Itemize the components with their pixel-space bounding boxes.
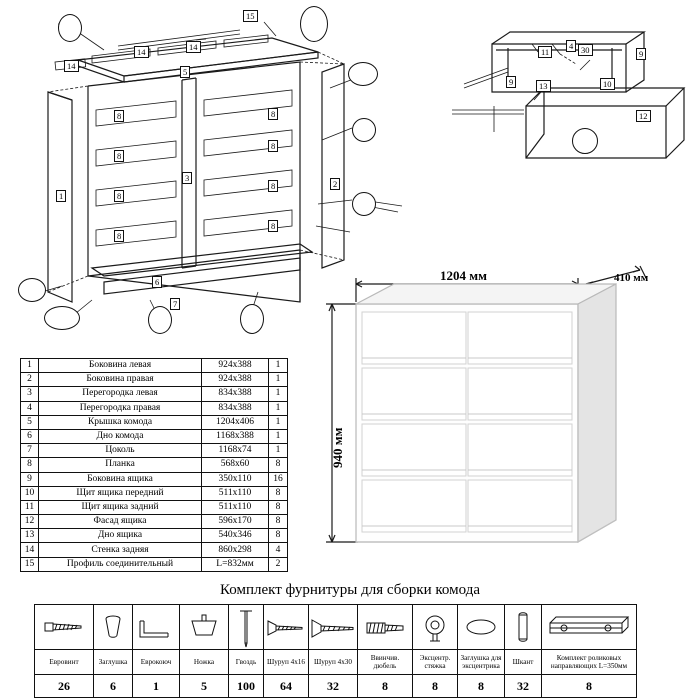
parts-table <box>20 358 288 572</box>
part-size: 924х388 <box>202 359 269 373</box>
dimension-width-label: 1204 мм <box>440 268 487 283</box>
part-name: Дно ящика <box>39 529 202 543</box>
table-row <box>21 543 288 557</box>
dowel-screw-icon <box>358 605 413 650</box>
hardware-name: Шуруп 4х30 <box>309 650 358 675</box>
hardware-count: 5 <box>180 675 229 698</box>
part-qty: 16 <box>269 472 288 486</box>
tag-1: 1 <box>56 190 66 202</box>
part-number: 10 <box>21 486 39 500</box>
part-number: 15 <box>21 557 39 571</box>
hardware-name: Шуруп 4х16 <box>264 650 309 675</box>
part-name: Боковина левая <box>39 359 202 373</box>
part-number: 8 <box>21 458 39 472</box>
hardware-name: Эксцентр. стяжка <box>413 650 458 675</box>
table-row <box>21 415 288 429</box>
dimension-height-label: 940 мм <box>330 427 345 468</box>
part-number: 7 <box>21 444 39 458</box>
drawer-tag-12: 12 <box>636 110 651 122</box>
tag-8-l3: 8 <box>114 190 124 202</box>
part-qty: 8 <box>269 529 288 543</box>
part-number: 6 <box>21 429 39 443</box>
callout-bubble-bottom-right <box>240 304 264 334</box>
hardware-count: 8 <box>413 675 458 698</box>
part-name: Перегородка левая <box>39 387 202 401</box>
drawer-slide-icon <box>542 605 637 650</box>
part-size: 350х110 <box>202 472 269 486</box>
tag-8-r2: 8 <box>268 140 278 152</box>
tag-8-l4: 8 <box>114 230 124 242</box>
part-qty: 4 <box>269 543 288 557</box>
table-row <box>21 387 288 401</box>
part-name: Перегородка правая <box>39 401 202 415</box>
allen-key-icon <box>133 605 180 650</box>
part-name: Планка <box>39 458 202 472</box>
callout-bubble-bottom-left-2 <box>44 306 80 330</box>
screw-icon <box>35 605 94 650</box>
part-number: 1 <box>21 359 39 373</box>
tag-14-c: 14 <box>186 41 201 53</box>
part-qty: 1 <box>269 415 288 429</box>
part-size: 1168х388 <box>202 429 269 443</box>
part-number: 13 <box>21 529 39 543</box>
hardware-kit-table <box>34 604 637 698</box>
part-size: 834х388 <box>202 387 269 401</box>
hardware-name: Заглушка для эксцентрика <box>458 650 505 675</box>
cap-icon <box>94 605 133 650</box>
hardware-name: Шкант <box>505 650 542 675</box>
part-size: 924х388 <box>202 373 269 387</box>
part-number: 9 <box>21 472 39 486</box>
drawer-tag-13: 13 <box>536 80 551 92</box>
tag-2: 2 <box>330 178 340 190</box>
table-row <box>21 429 288 443</box>
part-size: 834х388 <box>202 401 269 415</box>
part-number: 2 <box>21 373 39 387</box>
part-qty: 1 <box>269 444 288 458</box>
table-row <box>21 529 288 543</box>
part-qty: 1 <box>269 401 288 415</box>
tag-5: 5 <box>180 66 190 78</box>
part-size: 511х110 <box>202 500 269 514</box>
part-qty: 8 <box>269 486 288 500</box>
tag-7: 7 <box>170 298 180 310</box>
part-size: 511х110 <box>202 486 269 500</box>
part-number: 12 <box>21 515 39 529</box>
part-name: Щит ящика задний <box>39 500 202 514</box>
part-name: Боковина правая <box>39 373 202 387</box>
hardware-kit-title: Комплект фурнитуры для сборки комода <box>219 582 480 598</box>
callout-bubble-right-1 <box>348 62 378 86</box>
drawer-tag-11: 11 <box>538 46 552 58</box>
hardware-name: Ножка <box>180 650 229 675</box>
cam-cap-icon <box>458 605 505 650</box>
table-row <box>21 373 288 387</box>
hardware-name: Заглушка <box>94 650 133 675</box>
part-name: Дно комода <box>39 429 202 443</box>
tag-15: 15 <box>243 10 258 22</box>
wood-dowel-icon <box>505 605 542 650</box>
nail-icon <box>229 605 264 650</box>
part-size: 860х298 <box>202 543 269 557</box>
hardware-count: 32 <box>505 675 542 698</box>
table-row <box>21 557 288 571</box>
part-qty: 2 <box>269 557 288 571</box>
part-number: 14 <box>21 543 39 557</box>
dimension-depth-label: 410 мм <box>614 272 649 284</box>
part-qty: 8 <box>269 515 288 529</box>
hardware-name: Гвоздь <box>229 650 264 675</box>
tag-8-r1: 8 <box>268 108 278 120</box>
part-name: Стенка задняя <box>39 543 202 557</box>
part-size: 1204х406 <box>202 415 269 429</box>
screw-4x30-icon <box>309 605 358 650</box>
part-number: 4 <box>21 401 39 415</box>
hardware-name: Евровинт <box>35 650 94 675</box>
part-name: Боковина ящика <box>39 472 202 486</box>
part-qty: 1 <box>269 373 288 387</box>
part-size: 1168х74 <box>202 444 269 458</box>
part-size: L=832мм <box>202 557 269 571</box>
table-row <box>21 515 288 529</box>
part-name: Профиль соединительный <box>39 557 202 571</box>
callout-bubble-right-2 <box>352 118 376 142</box>
tag-14-a: 14 <box>64 60 79 72</box>
part-name: Щит ящика передний <box>39 486 202 500</box>
table-row <box>21 486 288 500</box>
hardware-name: Ввинчив. дюбель <box>358 650 413 675</box>
drawer-tag-30: 30 <box>578 44 593 56</box>
part-qty: 1 <box>269 359 288 373</box>
callout-bubble-bottom-mid <box>148 306 172 334</box>
screw-4x16-icon <box>264 605 309 650</box>
hardware-count: 64 <box>264 675 309 698</box>
part-qty: 1 <box>269 429 288 443</box>
hardware-count: 26 <box>35 675 94 698</box>
table-row <box>21 472 288 486</box>
drawer-tag-9a: 9 <box>636 48 646 60</box>
part-number: 11 <box>21 500 39 514</box>
part-number: 5 <box>21 415 39 429</box>
callout-bubble-top-left <box>58 14 82 42</box>
hardware-count: 1 <box>133 675 180 698</box>
callout-bubble-top-right <box>300 6 328 42</box>
drawer-tag-10: 10 <box>600 78 615 90</box>
drawer-detail-diagram <box>430 14 698 184</box>
table-row <box>21 401 288 415</box>
drawer-callout-bubble <box>572 128 598 154</box>
finished-dresser-illustration <box>310 262 700 568</box>
part-qty: 8 <box>269 458 288 472</box>
table-row <box>21 359 288 373</box>
drawer-tag-4: 4 <box>566 40 576 52</box>
hardware-count: 32 <box>309 675 358 698</box>
part-number: 3 <box>21 387 39 401</box>
tag-6: 6 <box>152 276 162 288</box>
tag-8-l2: 8 <box>114 150 124 162</box>
leg-icon <box>180 605 229 650</box>
tag-8-r3: 8 <box>268 180 278 192</box>
part-name: Фасад ящика <box>39 515 202 529</box>
part-qty: 8 <box>269 500 288 514</box>
drawer-tag-9b: 9 <box>506 76 516 88</box>
tag-3: 3 <box>182 172 192 184</box>
part-size: 540х346 <box>202 529 269 543</box>
tag-8-l1: 8 <box>114 110 124 122</box>
hardware-count: 8 <box>358 675 413 698</box>
part-size: 596х170 <box>202 515 269 529</box>
hardware-count: 100 <box>229 675 264 698</box>
hardware-count: 6 <box>94 675 133 698</box>
part-qty: 1 <box>269 387 288 401</box>
part-size: 568х60 <box>202 458 269 472</box>
table-row <box>21 500 288 514</box>
tag-14-b: 14 <box>134 46 149 58</box>
callout-bubble-right-3 <box>352 192 376 216</box>
hardware-name: Еврокоюч <box>133 650 180 675</box>
part-name: Цоколь <box>39 444 202 458</box>
table-row <box>21 444 288 458</box>
callout-bubble-bottom-left <box>18 278 46 302</box>
hardware-name: Комплект роликовых направляющих L=350мм <box>542 650 637 675</box>
hardware-count: 8 <box>542 675 637 698</box>
tag-8-r4: 8 <box>268 220 278 232</box>
table-row <box>21 458 288 472</box>
cam-lock-icon <box>413 605 458 650</box>
part-name: Крышка комода <box>39 415 202 429</box>
hardware-count: 8 <box>458 675 505 698</box>
